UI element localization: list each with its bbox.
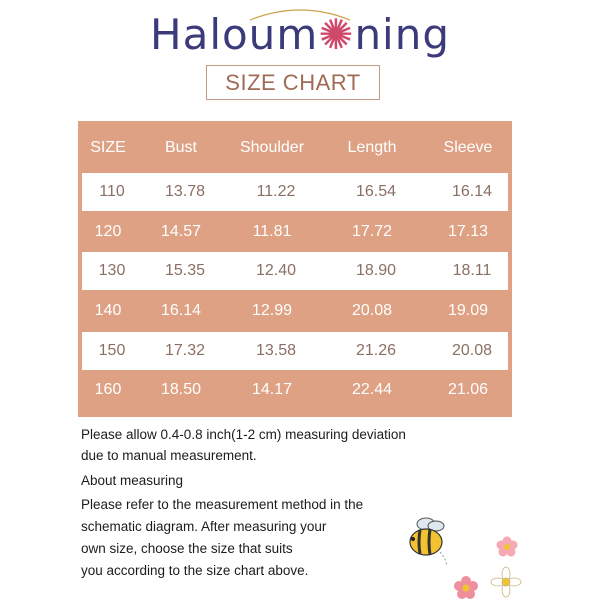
cell-bust: 14.57 <box>160 223 202 240</box>
header-length: Length <box>347 139 397 156</box>
table-row <box>82 173 508 211</box>
header-bust: Bust <box>164 139 197 156</box>
header-size: SIZE <box>90 139 126 156</box>
cell-bust: 16.14 <box>160 302 202 319</box>
size-chart-title: SIZE CHART <box>206 65 380 100</box>
header-sleeve: Sleeve <box>443 139 493 156</box>
cell-shoulder: 12.40 <box>255 262 297 279</box>
table-header-row <box>78 126 512 170</box>
cell-sleeve: 20.08 <box>451 342 493 359</box>
cell-size: 120 <box>94 223 122 240</box>
brand-wordmark: Haloum✺ning <box>150 10 451 59</box>
header-shoulder: Shoulder <box>239 139 305 156</box>
cell-length: 16.54 <box>355 183 397 200</box>
sun-icon: ✺ <box>318 10 355 59</box>
method-note-line-3: own size, choose the size that suits <box>81 541 293 556</box>
table-row <box>78 371 512 409</box>
cell-length: 22.44 <box>351 381 393 398</box>
method-note-line-2: schematic diagram. After measuring your <box>81 519 327 534</box>
cell-sleeve: 18.11 <box>452 262 492 279</box>
size-table <box>78 121 512 417</box>
cell-bust: 15.35 <box>164 262 206 279</box>
table-row <box>78 213 512 251</box>
method-note-line-1: Please refer to the measurement method in the <box>81 497 364 512</box>
pink-flower-icon <box>494 534 520 560</box>
cell-shoulder: 14.17 <box>251 381 293 398</box>
cell-length: 17.72 <box>351 223 393 240</box>
brand-logo <box>0 4 600 60</box>
cell-shoulder: 12.99 <box>251 302 293 319</box>
deviation-note-line-2: due to manual measurement. <box>81 448 257 463</box>
cell-bust: 13.78 <box>164 183 206 200</box>
method-note-line-4: you according to the size chart above. <box>81 563 309 578</box>
cell-bust: 17.32 <box>164 342 206 359</box>
about-measuring-heading: About measuring <box>81 473 184 488</box>
cell-size: 130 <box>98 262 126 279</box>
cell-size: 160 <box>94 381 122 398</box>
cell-size: 140 <box>94 302 122 319</box>
cell-bust: 18.50 <box>160 381 202 398</box>
cell-shoulder: 11.81 <box>252 223 292 240</box>
cell-shoulder: 13.58 <box>255 342 297 359</box>
bee-icon <box>400 512 460 568</box>
cell-size: 110 <box>99 183 125 200</box>
cell-sleeve: 19.09 <box>447 302 489 319</box>
cell-sleeve: 17.13 <box>447 223 489 240</box>
cell-length: 18.90 <box>355 262 397 279</box>
cell-sleeve: 16.14 <box>451 183 493 200</box>
cell-length: 20.08 <box>351 302 393 319</box>
cell-shoulder: 11.22 <box>256 183 296 200</box>
deviation-note-line-1: Please allow 0.4-0.8 inch(1-2 cm) measuring deviation <box>81 427 406 442</box>
cell-sleeve: 21.06 <box>447 381 489 398</box>
daisy-icon <box>490 566 522 598</box>
table-row <box>82 332 508 370</box>
cell-length: 21.26 <box>355 342 397 359</box>
table-row <box>78 292 512 330</box>
table-row <box>82 252 508 290</box>
cell-size: 150 <box>98 342 126 359</box>
pink-flower-icon <box>452 574 480 600</box>
